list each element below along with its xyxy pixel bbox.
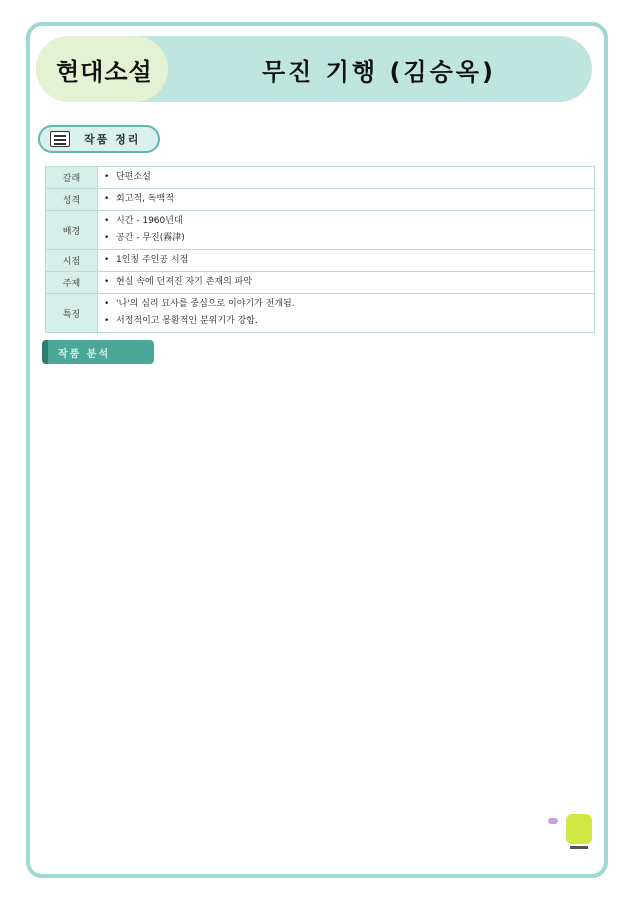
page-title: 무진 기행 (김승옥) bbox=[262, 58, 496, 86]
summary-key: 성격 bbox=[46, 189, 98, 211]
mascot-base bbox=[570, 846, 588, 849]
section-summary-label: 작품 정리 bbox=[84, 133, 141, 146]
summary-value-line: • 공간 - 무진(霧津) bbox=[104, 230, 588, 247]
summary-value-line: • 단편소설 bbox=[104, 169, 588, 186]
summary-row bbox=[46, 167, 595, 189]
summary-value-line: • 1인칭 주인공 시점 bbox=[104, 252, 588, 269]
wand-icon bbox=[548, 818, 558, 824]
summary-key: 갈래 bbox=[46, 167, 98, 189]
summary-row bbox=[46, 294, 595, 333]
summary-value-line: • 서정적이고 몽환적인 분위기가 강함. bbox=[104, 313, 588, 330]
summary-key: 특징 bbox=[46, 294, 98, 333]
summary-key: 배경 bbox=[46, 211, 98, 250]
summary-value-line: • 시간 - 1960년대 bbox=[104, 213, 588, 230]
summary-value-line: • 현실 속에 던져진 자기 존재의 파악 bbox=[104, 274, 588, 291]
summary-row bbox=[46, 189, 595, 211]
summary-value-line: • '나'의 심리 묘사를 중심으로 이야기가 전개됨. bbox=[104, 296, 588, 313]
mascot-icon bbox=[562, 812, 594, 850]
summary-table bbox=[45, 166, 595, 333]
summary-key: 주제 bbox=[46, 272, 98, 294]
summary-key: 시점 bbox=[46, 250, 98, 272]
summary-value bbox=[98, 294, 595, 333]
summary-row bbox=[46, 272, 595, 294]
summary-value bbox=[98, 272, 595, 294]
section-analysis-label: 작품 분석 bbox=[58, 349, 111, 360]
summary-value bbox=[98, 189, 595, 211]
summary-value bbox=[98, 167, 595, 189]
summary-value-line: • 회고적, 독백적 bbox=[104, 191, 588, 208]
summary-value bbox=[98, 250, 595, 272]
summary-row bbox=[46, 211, 595, 250]
note-pencil-icon bbox=[50, 131, 70, 147]
summary-row bbox=[46, 250, 595, 272]
mascot-body bbox=[566, 814, 592, 844]
genre-label: 현대소설 bbox=[56, 58, 153, 86]
summary-value bbox=[98, 211, 595, 250]
